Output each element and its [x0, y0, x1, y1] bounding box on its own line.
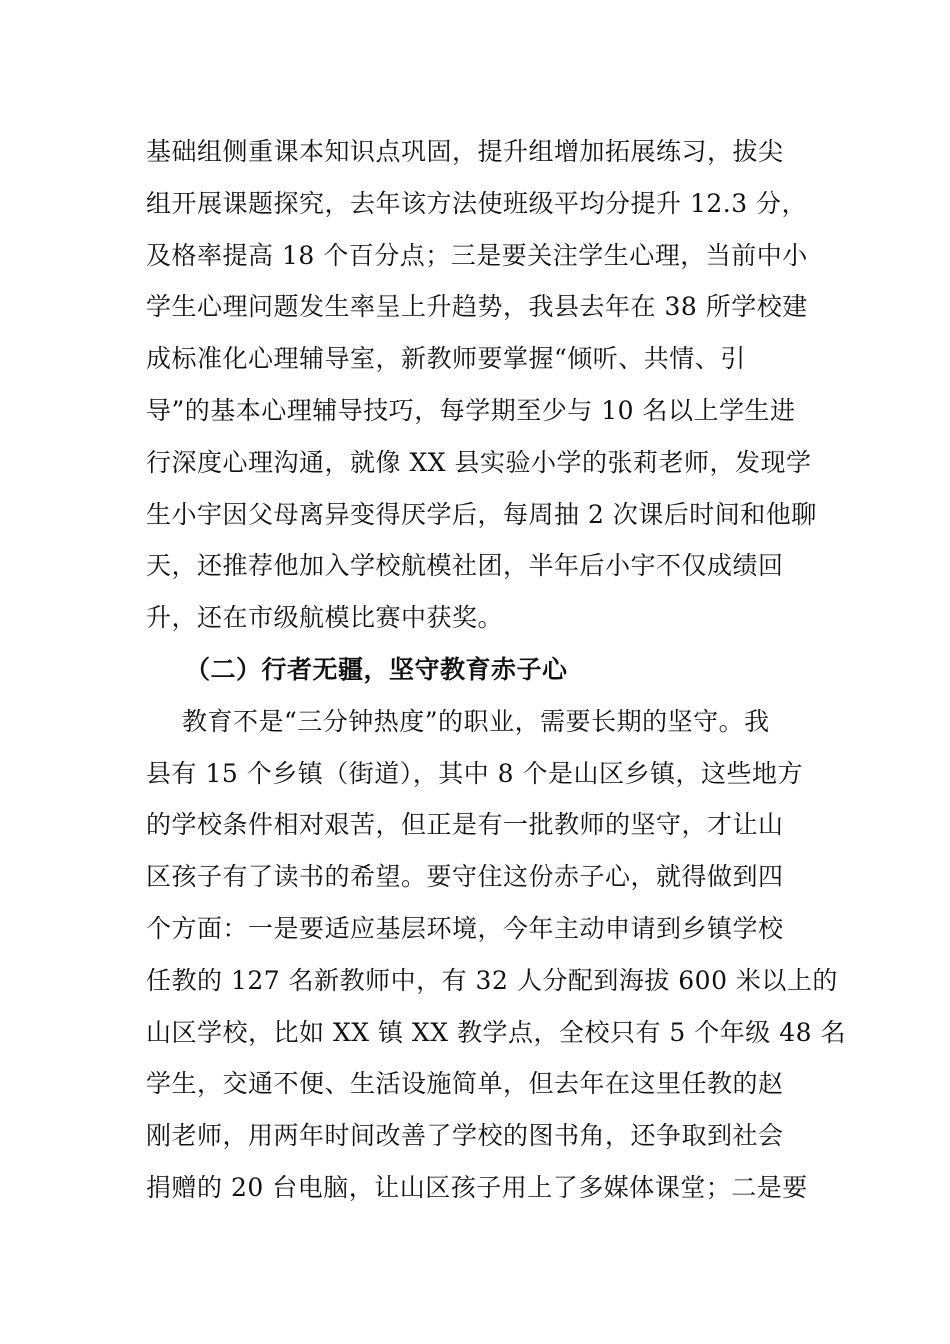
- paragraph-1-line-1: 基础组侧重课本知识点巩固，提升组增加拓展练习，拔尖: [146, 137, 784, 166]
- paragraph-2-line-7: 山区学校，比如 XX 镇 XX 教学点，全校只有 5 个年级 48 名: [146, 1018, 846, 1047]
- paragraph-1-line-6: 导”的基本心理辅导技巧，每学期至少与 10 名以上学生进: [146, 396, 796, 425]
- section-heading: （二）行者无疆，坚守教育赤子心: [185, 655, 568, 684]
- paragraph-1-line-8: 生小宇因父母离异变得厌学后，每周抽 2 次课后时间和他聊: [146, 500, 817, 529]
- paragraph-2-line-1: 教育不是“三分钟热度”的职业，需要长期的坚守。我: [182, 707, 770, 736]
- paragraph-1-line-10: 升，还在市级航模比赛中获奖。: [146, 603, 504, 632]
- paragraph-2-line-4: 区孩子有了读书的希望。要守住这份赤子心，就得做到四: [146, 862, 784, 891]
- paragraph-1-line-5: 成标准化心理辅导室，新教师要掌握“倾听、共情、引: [146, 344, 746, 373]
- paragraph-2-line-9: 刚老师，用两年时间改善了学校的图书角，还争取到社会: [146, 1121, 784, 1150]
- paragraph-2-line-10: 捐赠的 20 台电脑，让山区孩子用上了多媒体课堂；二是要: [146, 1173, 808, 1202]
- paragraph-2-line-2: 县有 15 个乡镇（街道），其中 8 个是山区乡镇，这些地方: [146, 759, 804, 788]
- paragraph-2-line-5: 个方面：一是要适应基层环境，今年主动申请到乡镇学校: [146, 914, 784, 943]
- paragraph-2-line-8: 学生，交通不便、生活设施简单，但去年在这里任教的赵: [146, 1069, 784, 1098]
- paragraph-1-line-3: 及格率提高 18 个百分点；三是要关注学生心理，当前中小: [146, 241, 808, 270]
- paragraph-1-line-2: 组开展课题探究，去年该方法使班级平均分提升 12.3 分，: [146, 189, 808, 218]
- paragraph-1-line-4: 学生心理问题发生率呈上升趋势，我县去年在 38 所学校建: [146, 292, 808, 321]
- paragraph-2-line-6: 任教的 127 名新教师中，有 32 人分配到海拔 600 米以上的: [146, 966, 838, 995]
- paragraph-2-line-3: 的学校条件相对艰苦，但正是有一批教师的坚守，才让山: [146, 810, 784, 839]
- paragraph-1-line-7: 行深度心理沟通，就像 XX 县实验小学的张莉老师，发现学: [146, 448, 812, 477]
- paragraph-1-line-9: 天，还推荐他加入学校航模社团，半年后小宇不仅成绩回: [146, 551, 784, 580]
